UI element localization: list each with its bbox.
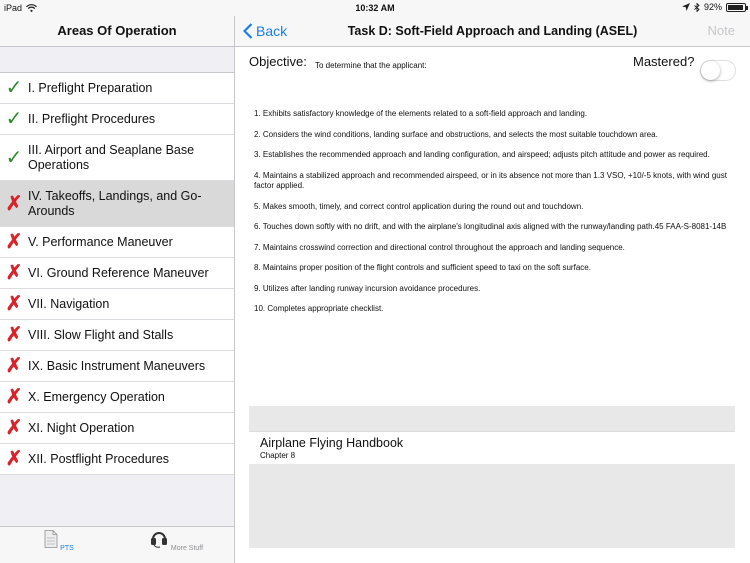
cross-icon: ✗: [5, 231, 23, 253]
task-item: 2. Considers the wind conditions, landing surface and obstructions, and selects the most suitable touchdown area.: [254, 129, 658, 139]
area-item[interactable]: [0, 73, 234, 104]
area-item-label: XII. Postflight Procedures: [28, 451, 170, 466]
task-item: 3. Establishes the recommended approach and landing configuration, and airspeed; adjusts pitch attitude and power as required.: [254, 150, 710, 159]
area-item-label: V. Performance Maneuver: [28, 234, 173, 249]
objective-text: To determine that the applicant:: [315, 61, 427, 70]
area-item-label: VIII. Slow Flight and Stalls: [28, 327, 174, 342]
area-item-label: IX. Basic Instrument Maneuvers: [28, 358, 206, 373]
objective-label: Objective:: [249, 54, 307, 69]
task-item: 10. Completes appropriate checklist.: [254, 304, 384, 313]
area-item[interactable]: [0, 104, 234, 135]
task-item: 6. Touches down softly with no drift, and with the airplane's longitudinal axis aligned with the runway/landing path.45 FAA-S-8081-14B: [254, 222, 727, 231]
reference-spacer: [249, 406, 735, 431]
area-item[interactable]: [0, 227, 234, 258]
areas-title: Areas Of Operation: [0, 16, 234, 47]
area-item-label: VI. Ground Reference Maneuver: [28, 265, 209, 280]
reference-row[interactable]: [249, 431, 735, 465]
tab-more-stuff[interactable]: [146, 530, 206, 552]
document-icon: [44, 530, 58, 548]
status-right: [682, 2, 746, 12]
area-item-label: III. Airport and Seaplane Base Operations: [28, 142, 195, 172]
area-item[interactable]: [0, 382, 234, 413]
area-item[interactable]: [0, 289, 234, 320]
checkmark-icon: ✓: [5, 108, 23, 130]
status-bar: [0, 0, 750, 16]
cross-icon: ✗: [5, 386, 23, 408]
area-item[interactable]: [0, 413, 234, 444]
task-item: 9. Utilizes after landing runway incursion avoidance procedures.: [254, 283, 481, 293]
checkmark-icon: ✓: [5, 77, 23, 99]
toggle-knob: [701, 61, 720, 80]
cross-icon: ✗: [5, 293, 23, 315]
back-label: Back: [256, 23, 288, 39]
checkmark-icon: ✓: [5, 146, 23, 169]
location-arrow-icon: [682, 3, 690, 11]
areas-list: [0, 72, 234, 475]
area-item[interactable]: [0, 444, 234, 475]
area-item[interactable]: [0, 320, 234, 351]
status-time: 10:32 AM: [355, 3, 395, 13]
mastered-label: Mastered?: [633, 54, 695, 69]
battery-level: [728, 5, 743, 10]
area-item[interactable]: [0, 351, 234, 382]
bluetooth-icon: [694, 3, 700, 12]
area-item[interactable]: [0, 135, 234, 181]
area-item-label: X. Emergency Operation: [28, 389, 165, 404]
area-item-label: IV. Takeoffs, Landings, and Go-Arounds: [28, 188, 202, 218]
task-item: 8. Maintains proper position of the flight controls and sufficient speed to taxi on the soft surface.: [254, 263, 591, 272]
note-button[interactable]: Note: [707, 23, 735, 38]
reference-footer-area: [249, 464, 735, 548]
mastered-toggle[interactable]: [700, 60, 736, 81]
area-item[interactable]: [0, 258, 234, 289]
battery-icon: [726, 3, 746, 12]
cross-icon: ✗: [5, 324, 23, 346]
detail-nav-bar: [235, 16, 750, 47]
task-item: 7. Maintains crosswind correction and directional control throughout the approach and landing sequence.: [254, 242, 625, 252]
cross-icon: ✗: [5, 448, 23, 470]
cross-icon: ✗: [5, 355, 23, 377]
device-name: iPad: [4, 3, 23, 13]
task-item: 4. Maintains a stabilized approach and recommended airspeed, or in its absence not more than 1.3 VSO, +10/-5 knots, with wind gust factor applied.: [254, 170, 727, 190]
reference-subtitle: Chapter 8: [260, 451, 296, 460]
areas-panel: [0, 16, 235, 563]
cross-icon: ✗: [5, 417, 23, 439]
task-item: 1. Exhibits satisfactory knowledge of the elements related to a soft-field approach and landing.: [254, 109, 588, 118]
cross-icon: ✗: [5, 262, 23, 284]
area-item-label: I. Preflight Preparation: [28, 80, 153, 95]
headset-icon: [149, 530, 169, 548]
area-item-label: VII. Navigation: [28, 296, 110, 311]
battery-percent: 92%: [703, 2, 722, 12]
cross-icon: ✗: [5, 192, 23, 215]
task-title: Task D: Soft-Field Approach and Landing (ASEL): [347, 24, 638, 38]
area-item-label: XI. Night Operation: [28, 420, 135, 435]
task-items: [254, 109, 732, 325]
tab-pts[interactable]: [29, 530, 89, 552]
tab-pts-label: PTS: [60, 545, 74, 552]
tab-bar: [0, 526, 234, 563]
area-item[interactable]: [0, 181, 234, 227]
tab-more-stuff-label: More Stuff: [170, 545, 204, 552]
reference-title: Airplane Flying Handbook: [260, 436, 404, 450]
area-item-label: II. Preflight Procedures: [28, 111, 156, 126]
task-item: 5. Makes smooth, timely, and correct control application during the round out and touchdown.: [254, 201, 584, 211]
